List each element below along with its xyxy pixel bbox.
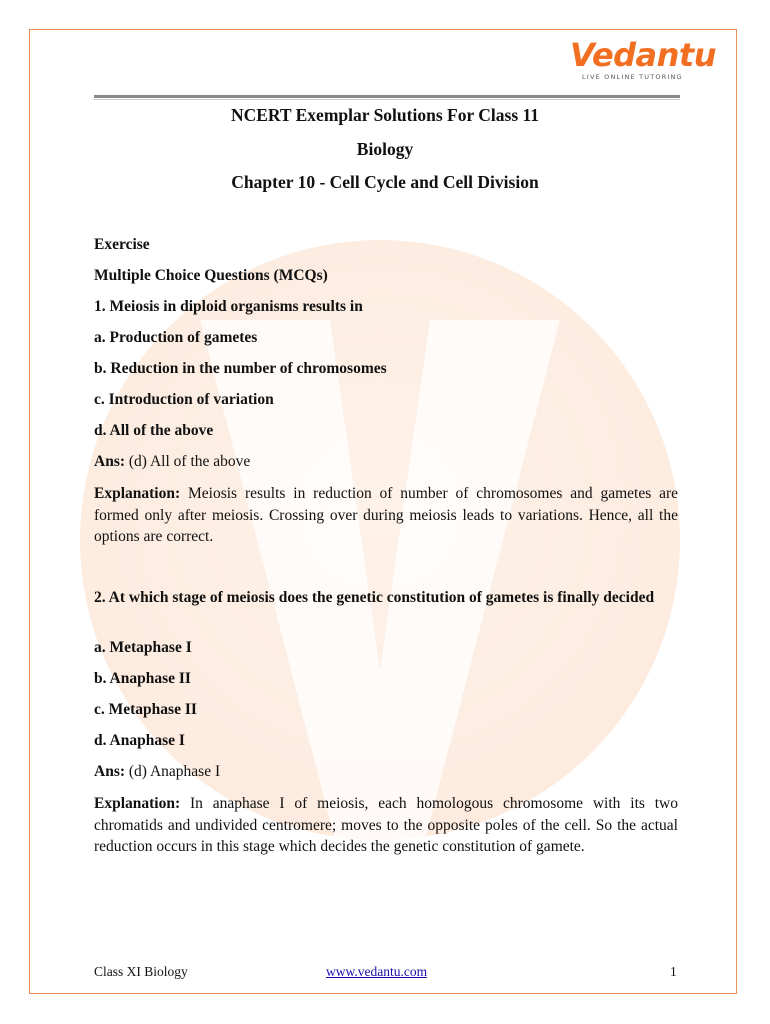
q1-explanation: [94, 483, 678, 548]
page-number: 1: [670, 964, 677, 979]
header-rule-thin: [94, 99, 680, 100]
q1-option-a: a. Production of gametes: [94, 329, 258, 346]
vedantu-logo: Vedantu LIVE ONLINE TUTORING: [570, 36, 716, 81]
q2-explanation-text: In anaphase I of meiosis, each homologous chromosome with its two chromatids and undivided centromere; moves to the opposite poles of the cell. So the actual reduction occurs in this stage which decides the genetic constitution of gamete.: [94, 795, 678, 855]
q1-answer: [94, 453, 678, 471]
footer-class-label: Class XI Biology: [94, 964, 188, 979]
q1-explanation-text: Meiosis results in reduction of number of chromosomes and gametes are formed only after meiosis. Crossing over during meiosis leads to variations. Hence, all the options are correct.: [94, 485, 679, 545]
q2-answer-label: Ans:: [94, 763, 126, 780]
mcq-heading: Multiple Choice Questions (MCQs): [94, 267, 328, 284]
q2-option-b: b. Anaphase II: [94, 670, 191, 687]
q1-explanation-label: Explanation:: [94, 485, 181, 502]
q1-answer-label: Ans:: [94, 453, 126, 470]
chapter-title: Chapter 10 - Cell Cycle and Cell Division: [231, 172, 539, 192]
q2-option-c: c. Metaphase II: [94, 701, 197, 718]
q1-answer-text: (d) All of the above: [128, 453, 251, 470]
footer-website-link[interactable]: www.vedantu.com: [326, 964, 428, 979]
q1-option-c: c. Introduction of variation: [94, 391, 274, 408]
q1-option-b: b. Reduction in the number of chromosomes: [94, 360, 387, 377]
q2-answer: [94, 763, 678, 781]
question-2: 2. At which stage of meiosis does the genetic constitution of gametes is finally decided: [94, 589, 655, 606]
exercise-heading: Exercise: [94, 236, 150, 253]
question-1: 1. Meiosis in diploid organisms results in: [94, 298, 363, 315]
q1-option-d: d. All of the above: [94, 422, 214, 439]
logo-tagline: LIVE ONLINE TUTORING: [582, 73, 683, 81]
q2-option-d: d. Anaphase I: [94, 732, 185, 749]
q2-option-a: a. Metaphase I: [94, 639, 192, 656]
q2-explanation-label: Explanation:: [94, 795, 181, 812]
document-title: NCERT Exemplar Solutions For Class 11: [230, 105, 540, 125]
q2-explanation: [94, 793, 678, 858]
subject-title: Biology: [356, 139, 414, 159]
q2-answer-text: (d) Anaphase I: [128, 763, 221, 780]
header-rule: [94, 95, 680, 98]
